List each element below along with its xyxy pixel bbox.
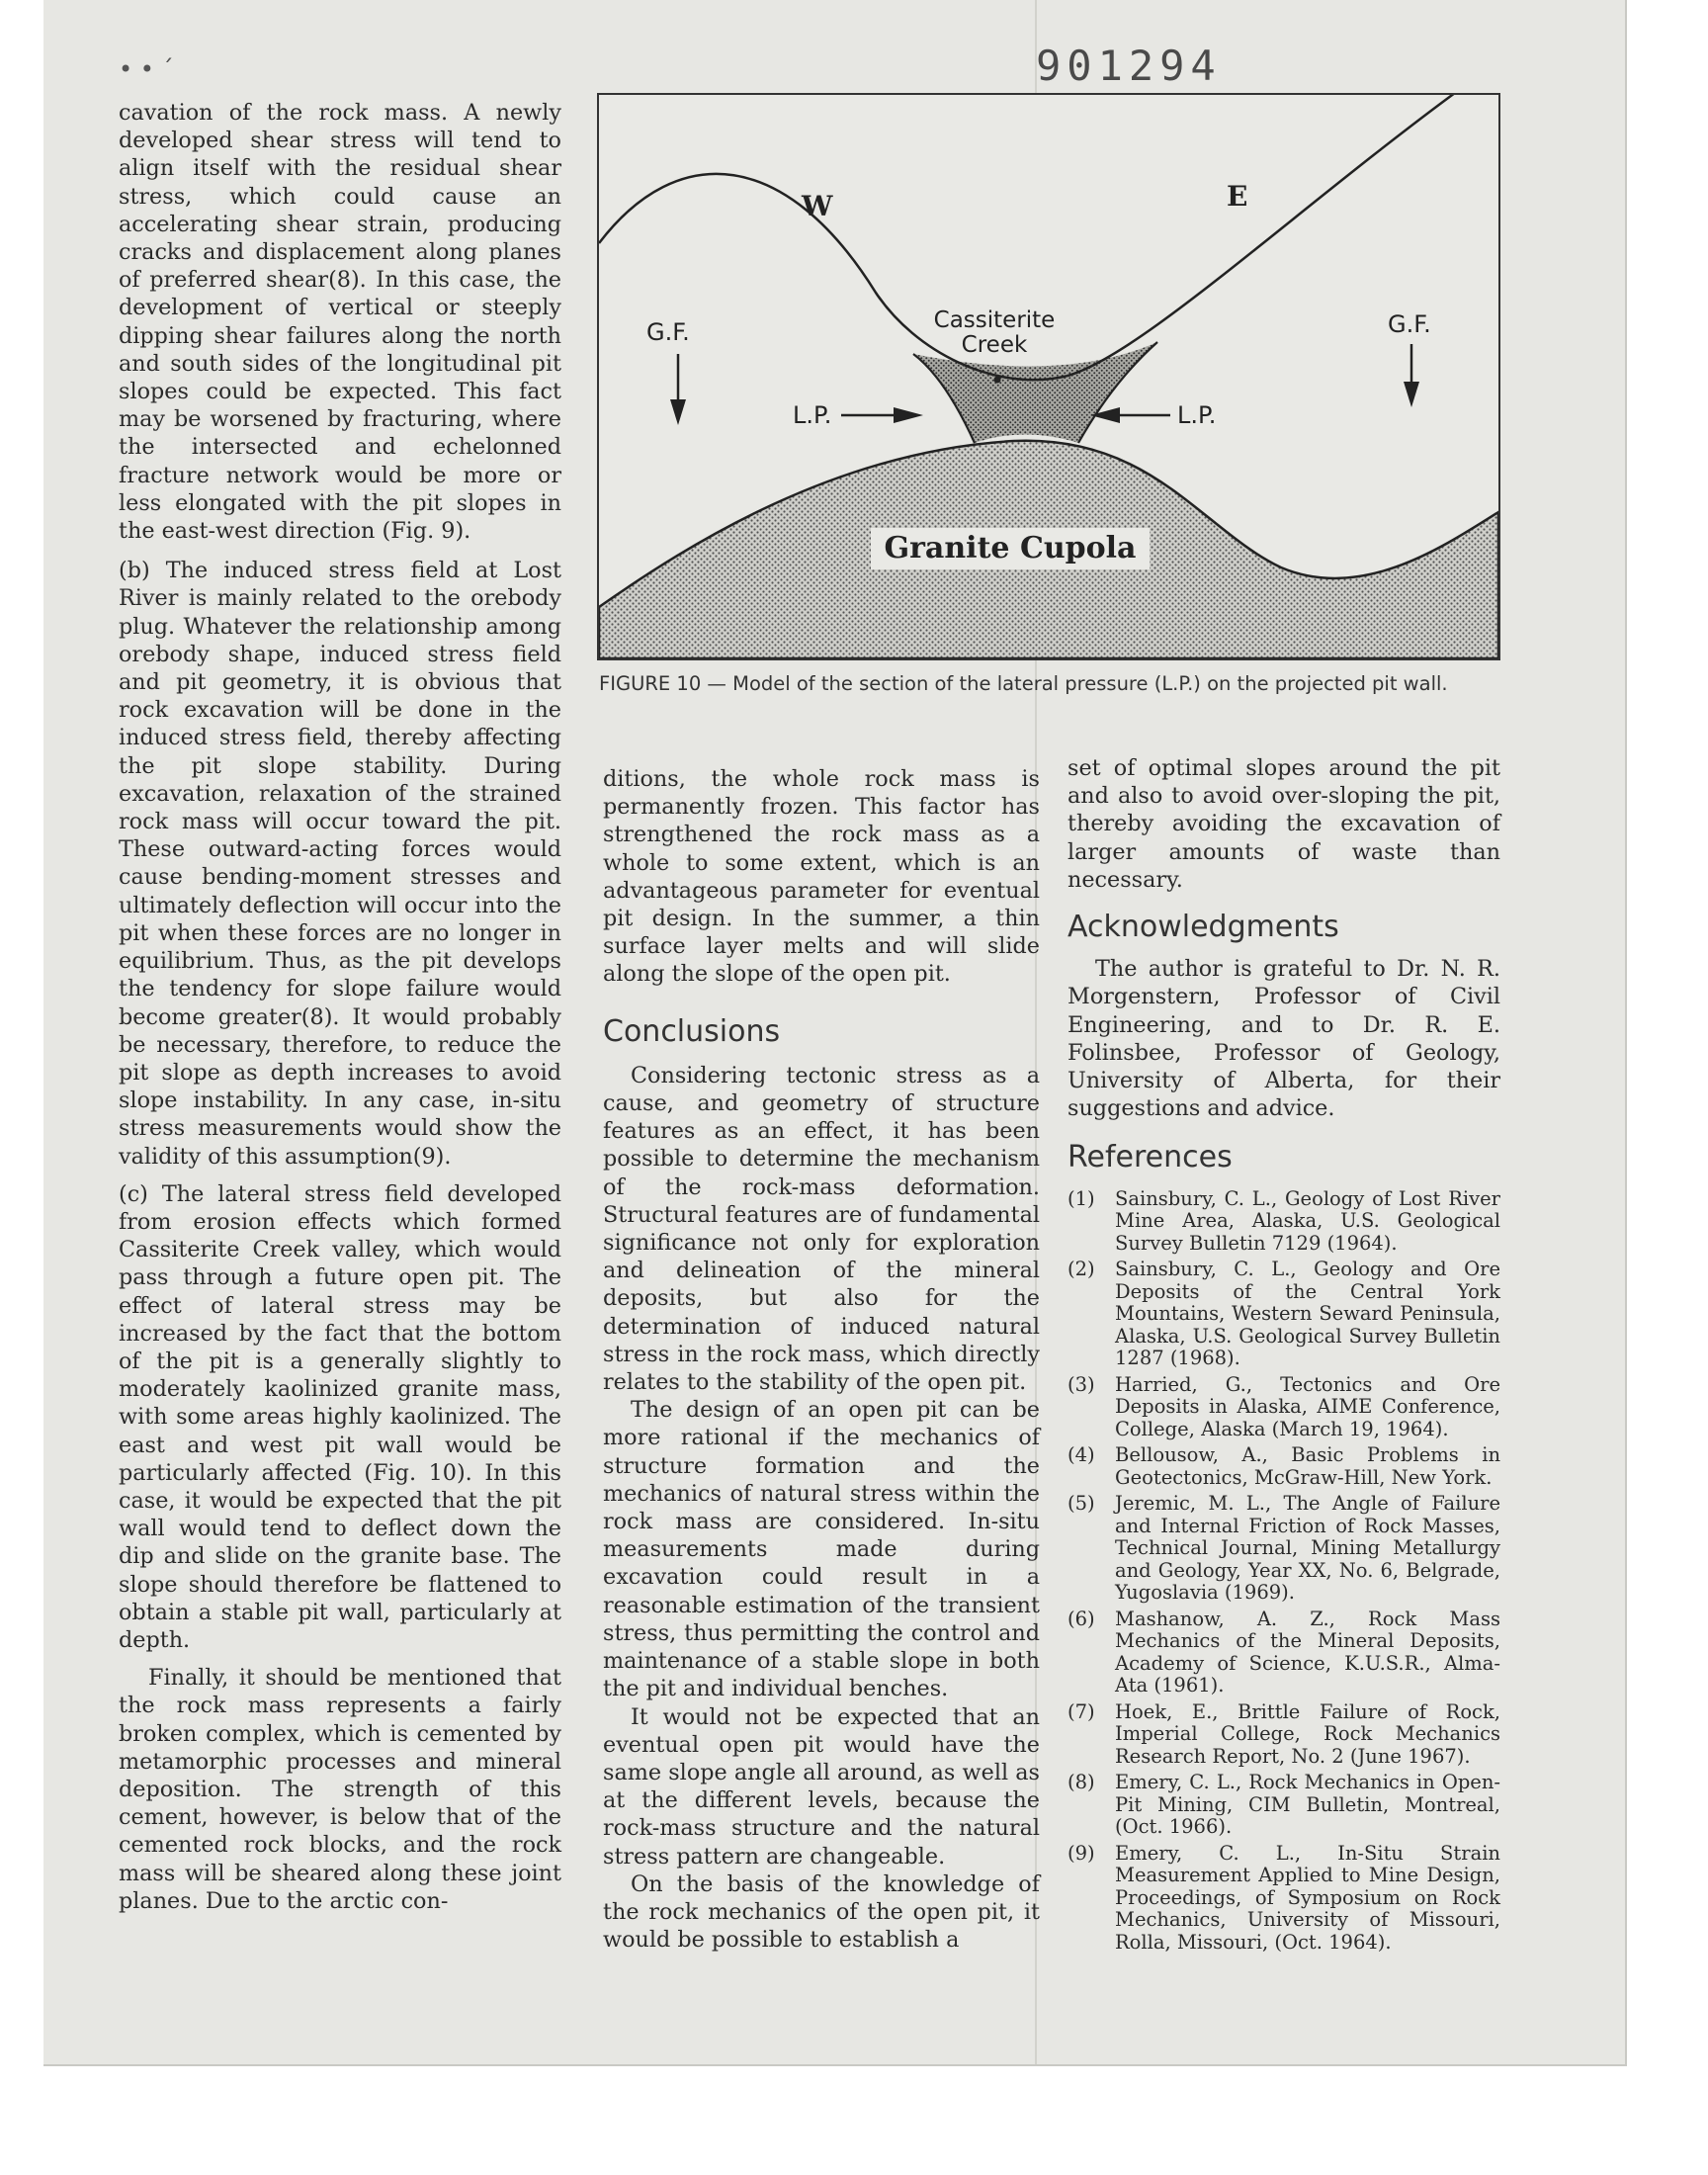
label-gf-right: G.F. [1388,310,1431,338]
reference-text: Bellousow, A., Basic Problems in Geotectonics, McGraw-Hill, New York. [1115,1443,1500,1489]
pit-wall-profile [599,95,1459,380]
reference-item [1068,1701,1500,1769]
arrow-lp-left-head [894,407,923,423]
reference-number: (2) [1068,1258,1095,1281]
column-left [119,99,561,1915]
reference-item [1068,1259,1500,1370]
conclusions-heading: Conclusions [603,1013,781,1049]
paragraph-ditions: ditions, the whole rock mass is permanently frozen. This factor has strengthened the rock mass as a whole to some extent, which is an advantageous parameter for eventual pit design. In the summer, a thin surface layer melts and will slide along the slope of the open pit. [603,766,1040,988]
reference-text: Sainsbury, C. L., Geology of Lost River Mine Area, Alaska, U.S. Geological Survey Bulletin 7129 (1964). [1115,1186,1500,1255]
arrow-gf-left-head [670,399,686,425]
paragraph-conclusions-1: Considering tectonic stress as a cause, and geometry of structure features as an effect, it has been possible to determine the mechanism of the rock-mass deformation. Structural features are of fundamental significance not only for exploration and delineation of the mineral deposits, but also for the determination of induced natural stress in the rock mass, which directly relates to the stability of the open pit. [603,1062,1040,1396]
figure-10 [597,93,1500,660]
document-number: 901294 [1036,42,1222,90]
reference-text: Emery, C. L., In-Situ Strain Measurement Applied to Mine Design, Proceedings, of Symposium on Rock Mechanics, University of Missouri, Rolla, Missouri, (Oct. 1964). [1115,1841,1500,1954]
reference-number: (3) [1068,1372,1095,1396]
reference-number: (7) [1068,1699,1095,1723]
reference-number: (8) [1068,1771,1095,1794]
label-west: W [802,190,833,222]
references-heading: References [1068,1140,1233,1175]
reference-item [1068,1843,1500,1955]
reference-text: Harried, G., Tectonics and Ore Deposits in Alaska, AIME Conference, College, Alaska (March 19, 1964). [1115,1372,1500,1440]
label-granite-cupola: Granite Cupola [884,531,1137,566]
references-list [1068,1188,1500,1955]
paragraph-conclusions-2: The design of an open pit can be more rational if the mechanics of structure formation and the mechanics of natural stress within the rock mass are considered. In-situ measurements made during excavation could result in a reasonable estimation of the transient stress, thus permitting the control and maintenance of a stable slope in both the pit and individual benches. [603,1397,1040,1702]
label-east: E [1227,180,1248,213]
reference-number: (5) [1068,1492,1095,1516]
figure-10-caption: FIGURE 10 — Model of the section of the lateral pressure (L.P.) on the projected pit wall. [599,672,1448,695]
reference-number: (4) [1068,1443,1095,1467]
paragraph-c: (c) The lateral stress field developed from erosion effects which formed Cassiterite Creek valley, which would pass through a future open pit. The effect of lateral stress may be increased by the fact that the bottom of the pit is a generally slightly to moderately kaolinized granite mass, with some areas highly kaolinized. The east and west pit wall would be particularly affected (Fig. 10). In this case, it would be expected that the pit wall would tend to deflect down the dip and slide on the granite base. The slope should therefore be flattened to obtain a stable pit wall, particularly at depth. [119,1180,561,1653]
reference-item [1068,1188,1500,1256]
reference-item [1068,1444,1500,1489]
paragraph-finally: Finally, it should be mentioned that the rock mass represents a fairly broken complex, which is cemented by metamorphic processes and mineral deposition. The strength of this cement, however, is below that of the cemented rock blocks, and the rock mass will be sheared along these joint planes. Due to the arctic con- [119,1665,561,1914]
paragraph-acknowledgments: The author is grateful to Dr. N. R. Morgenstern, Professor of Civil Engineering, and to Dr. R. E. Folinsbee, Professor of Geology, University of Alberta, for their suggestions and advice. [1068,956,1500,1122]
acknowledgments-heading: Acknowledgments [1068,910,1339,945]
reference-text: Hoek, E., Brittle Failure of Rock, Imperial College, Rock Mechanics Research Report, No. 2 (June 1967). [1115,1699,1500,1768]
figure-10-diagram [599,95,1498,658]
reference-number: (9) [1068,1841,1095,1865]
reference-text: Sainsbury, C. L., Geology and Ore Deposits of the Central York Mountains, Western Seward Peninsula, Alaska, U.S. Geological Survey Bulletin 1287 (1968). [1115,1258,1500,1370]
label-creek: Creek [961,332,1028,358]
column-right [1068,754,1500,1958]
reference-text: Mashanow, A. Z., Rock Mass Mechanics of the Mineral Deposits, Academy of Science, K.U.S.R., Alma-Ata (1961). [1115,1607,1500,1697]
label-lp-right: L.P. [1177,401,1217,429]
label-cassiterite: Cassiterite [933,307,1056,333]
paragraph-conclusions-4: On the basis of the knowledge of the rock mechanics of the open pit, it would be possible to establish a [603,1870,1040,1954]
paragraph-intro: cavation of the rock mass. A newly developed shear stress will tend to align itself with the residual shear stress, which could cause an accelerating shear strain, producing cracks and displacement along planes of preferred shear(8). In this case, the development of vertical or steeply dipping shear failures along the north and south sides of the longitudinal pit slopes could be expected. This fact may be worsened by fracturing, where the intersected and echelonned fracture network would be more or less elongated with the pit slopes in the east-west direction (Fig. 9). [119,100,561,545]
page-marks: • • ˊ [119,55,174,83]
reference-item [1068,1609,1500,1697]
paragraph-b: (b) The induced stress field at Lost River is mainly related to the orebody plug. Whatever the relationship among orebody shape, induced stress field and pit geometry, it is obvious that rock excavation will be done in the induced stress field, thereby affecting the pit slope stability. During excavation, relaxation of the strained rock mass will occur toward the pit. These outward-acting forces would cause bending-moment stresses and ultimately deflection will occur into the pit when these forces are no longer in equilibrium. Thus, as the pit develops the tendency for slope failure would become greater(8). It would probably be necessary, therefore, to reduce the pit slope as depth increases to avoid slope instability. In any case, in-situ stress measurements would show the validity of this assumption(9). [119,558,561,1170]
reference-text: Jeremic, M. L., The Angle of Failure and Internal Friction of Rock Masses, Technical Journal, Mining Metallurgy and Geology, Year XX, No. 6, Belgrade, Yugoslavia (1969). [1115,1492,1500,1605]
reference-item [1068,1374,1500,1441]
label-gf-left: G.F. [646,318,690,346]
reference-number: (6) [1068,1607,1095,1630]
reference-item [1068,1493,1500,1605]
arrow-gf-right-head [1404,382,1419,407]
reference-text: Emery, C. L., Rock Mechanics in Open-Pit Mining, CIM Bulletin, Montreal, (Oct. 1966). [1115,1771,1500,1839]
reference-number: (1) [1068,1186,1095,1210]
column-middle [603,765,1040,1954]
label-lp-left: L.P. [793,401,832,429]
paragraph-set: set of optimal slopes around the pit and also to avoid over-sloping the pit, thereby avoiding the excavation of larger amounts of waste than necessary. [1068,755,1500,893]
reference-item [1068,1772,1500,1839]
paragraph-conclusions-3: It would not be expected that an eventual open pit would have the same slope angle all around, as well as at the different levels, because the rock-mass structure and the natural stress pattern are changeable. [603,1703,1040,1870]
creek-point [994,377,1001,384]
